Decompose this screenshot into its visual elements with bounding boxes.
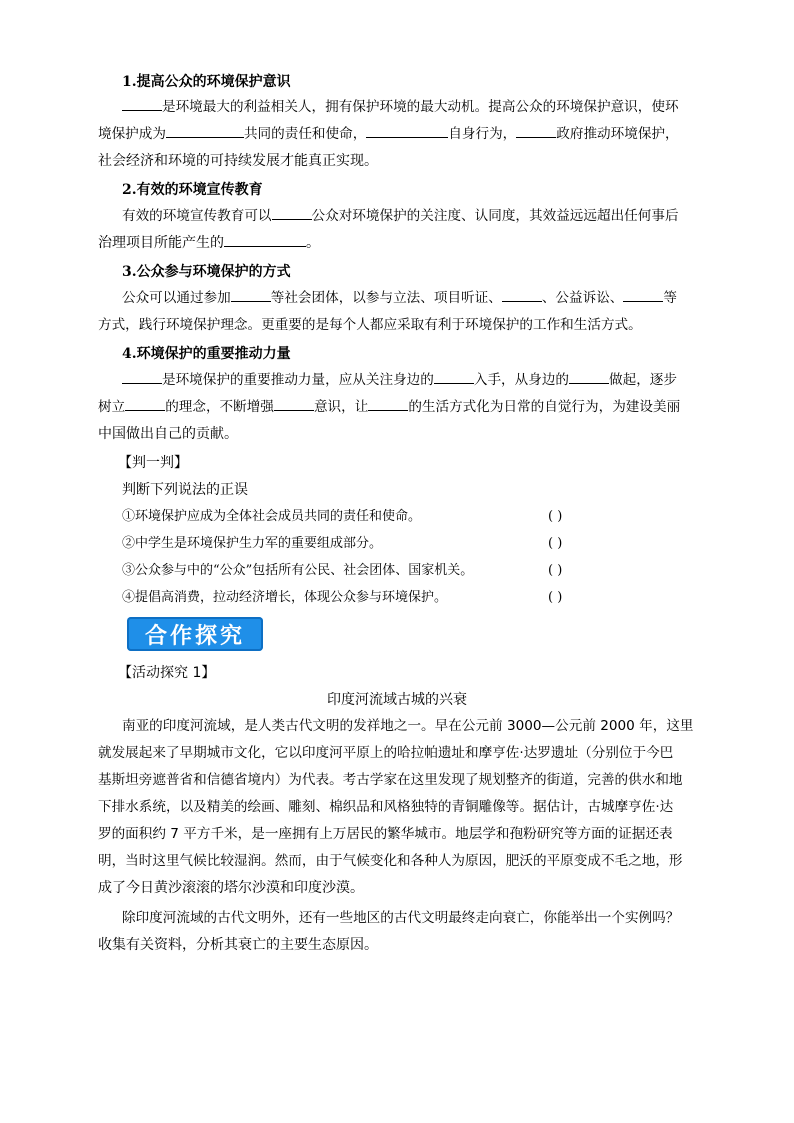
section-1-title: 1.提高公众的环境保护意识 — [122, 74, 291, 90]
text-run: 、公益诉讼、 — [541, 290, 624, 306]
judge-item — [122, 588, 592, 608]
judge-intro: 判断下列说法的正误 — [122, 482, 248, 498]
text-run: 是环境保护的重要推动力量，应从关注身边的 — [162, 372, 434, 388]
section-2-body — [98, 203, 696, 257]
text-run: 共同的责任和使命， — [243, 126, 367, 142]
fill-blank[interactable] — [274, 396, 314, 411]
activity-tag: 【活动探究 1】 — [118, 665, 216, 681]
text-run: 有效的环境宣传教育可以 — [122, 208, 272, 224]
activity-paragraph-2 — [98, 905, 696, 959]
text-line: 成了今日黄沙滚滚的塔尔沙漠和印度沙漠。 — [98, 880, 364, 896]
section-4-body — [98, 367, 696, 448]
text-line: 南亚的印度河流域，是人类古代文明的发祥地之一。早在公元前 3000—公元前 2000 年，这里 — [122, 718, 694, 734]
text-run: 。 — [306, 235, 320, 251]
fill-blank[interactable] — [502, 287, 542, 302]
fill-blank[interactable] — [231, 287, 271, 302]
fill-blank[interactable] — [166, 123, 244, 138]
section-2-title: 2.有效的环境宣传教育 — [122, 182, 263, 198]
section-3-title: 3.公众参与环境保护的方式 — [122, 264, 291, 280]
activity-title: 印度河流域古城的兴衰 — [327, 692, 467, 708]
fill-blank[interactable] — [569, 369, 609, 384]
judge-item — [122, 534, 592, 554]
text-run: 社会经济和环境的可持续发展才能真正实现。 — [98, 153, 378, 169]
text-line: 罗的面积约 7 平方千米，是一座拥有上万居民的繁华城市。地层学和孢粉研究等方面的证据还表 — [98, 826, 673, 842]
text-run: 做起，逐步 — [609, 372, 677, 388]
answer-parentheses[interactable]: ( ) — [548, 536, 563, 551]
fill-blank[interactable] — [434, 369, 474, 384]
text-line: 就发展起来了早期城市文化，它以印度河平原上的哈拉帕遗址和摩亨佐·达罗遗址（分别位于今巴 — [98, 745, 674, 761]
activity-paragraph-1 — [98, 713, 696, 902]
text-run: 等 — [663, 290, 677, 306]
text-run: 方式，践行环境保护理念。更重要的是每个人都应采取有利于环境保护的工作和生活方式。 — [98, 317, 642, 333]
text-run: 公众对环境保护的关注度、认同度，其效益远远超出任何事后 — [311, 208, 679, 224]
answer-parentheses[interactable]: ( ) — [548, 590, 563, 605]
judge-item-text: ②中学生是环境保护生力军的重要组成部分。 — [122, 536, 383, 551]
banner-label: 合作探究 — [144, 623, 245, 649]
text-run: 政府推动环境保护， — [556, 126, 679, 142]
text-run: 意识，让 — [313, 399, 369, 415]
answer-parentheses[interactable]: ( ) — [548, 509, 563, 524]
section-3-body — [98, 285, 696, 339]
text-run: 自身行为， — [448, 126, 517, 142]
text-run: 治理项目所能产生的 — [98, 235, 224, 251]
fill-blank[interactable] — [122, 96, 162, 111]
section-1-body — [98, 94, 696, 175]
fill-blank[interactable] — [125, 396, 165, 411]
text-run: 入手，从身边的 — [473, 372, 570, 388]
judge-item — [122, 507, 592, 527]
judge-item — [122, 561, 592, 581]
text-run: 树立 — [98, 399, 126, 415]
text-line: 明，当时这里气候比较湿润。然而，由于气候变化和各种人为原因，肥沃的平原变成不毛之地，形 — [98, 853, 683, 869]
text-line: 基斯坦旁遮普省和信德省境内）为代表。考古学家在这里发现了规划整齐的街道，完善的供水和地 — [98, 772, 683, 788]
judge-item-text: ③公众参与中的“公众”包括所有公民、社会团体、国家机关。 — [122, 563, 474, 578]
text-run: 等社会团体，以参与立法、项目听证、 — [270, 290, 502, 306]
text-run: 境保护成为 — [98, 126, 166, 142]
judge-item-text: ①环境保护应成为全体社会成员共同的责任和使命。 — [122, 509, 422, 524]
judge-tag: 【判一判】 — [118, 455, 188, 471]
fill-blank[interactable] — [623, 287, 663, 302]
section-4-title: 4.环境保护的重要推动力量 — [122, 346, 291, 362]
text-run: 中国做出自己的贡献。 — [98, 426, 238, 442]
fill-blank[interactable] — [366, 123, 448, 138]
answer-parentheses[interactable]: ( ) — [548, 563, 563, 578]
fill-blank[interactable] — [516, 123, 556, 138]
text-run: 公众可以通过参加 — [122, 290, 231, 306]
text-line: 除印度河流域的古代文明外，还有一些地区的古代文明最终走向衰亡，你能举出一个实例吗？ — [122, 910, 680, 926]
text-line: 收集有关资料，分析其衰亡的主要生态原因。 — [98, 937, 378, 953]
judge-item-text: ④提倡高消费，拉动经济增长，体现公众参与环境保护。 — [122, 590, 448, 605]
text-run: 的理念，不断增强 — [165, 399, 274, 415]
text-run: 是环境最大的利益相关人，拥有保护环境的最大动机。提高公众的环境保护意识，使环 — [162, 99, 679, 115]
fill-blank[interactable] — [272, 205, 312, 220]
fill-blank[interactable] — [224, 232, 306, 247]
fill-blank[interactable] — [368, 396, 408, 411]
text-line: 下排水系统，以及精美的绘画、雕刻、棉织品和风格独特的青铜雕像等。据估计，古城摩亨佐·达 — [98, 799, 674, 815]
fill-blank[interactable] — [122, 369, 162, 384]
text-run: 的生活方式化为日常的自觉行为，为建设美丽 — [408, 399, 681, 415]
cooperative-inquiry-banner — [127, 617, 263, 651]
